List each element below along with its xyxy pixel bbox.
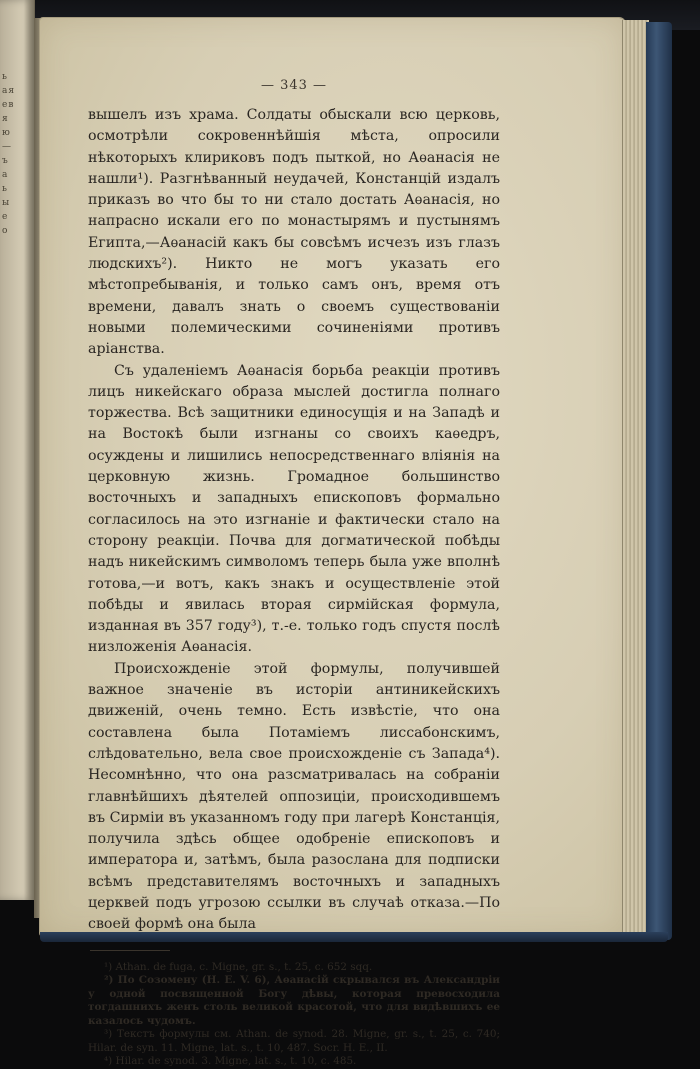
paragraph: вышелъ изъ храма. Солдаты обыскали всю церковь, осмотрѣли сокровеннѣйшiя мѣста, опросили нѣкоторыхъ клириковъ подъ пыткой, но Аѳанасiя не нашли¹). Разгнѣванный неудачей, Констанцiй издалъ приказъ во что бы то ни стало достать Аѳанасiя, но напрасно искали его по монастырямъ и пустынямъ Египта,—Аѳанасiй какъ бы совсѣмъ исчезъ изъ глазъ людскихъ²). Никто не могъ указать его мѣстопребыванiя, и только самъ онъ, время отъ времени, давалъ знать о своемъ существованiи новыми полемическими сочиненiями противъ арiанства.	[88, 107, 500, 358]
footnote: ³) Текстъ формулы см. Athan. de synod. 28. Migne, gr. s., t. 25, c. 740; Hilar. de syn. 11. Migne, lat. s., t. 10, 487. Socr. H. E., II.	[88, 1028, 500, 1054]
previous-page-fragment: а	[2, 170, 9, 180]
previous-page-edge	[0, 0, 35, 900]
previous-page-fragment: ь	[2, 184, 8, 194]
page-content	[88, 78, 500, 1069]
previous-page-fragment: е	[2, 212, 9, 222]
previous-page-fragment: ъ	[2, 156, 9, 166]
footnote: ⁴) Hilar. de synod. 3. Migne, lat. s., t. 10, c. 485.	[104, 1055, 357, 1068]
previous-page-fragment: ев	[2, 100, 15, 110]
footnote-rule	[90, 950, 170, 951]
footnotes	[88, 961, 500, 1069]
previous-page-fragment: ь	[2, 72, 8, 82]
page-edges	[622, 20, 649, 934]
body-text	[88, 105, 500, 936]
paragraph: Съ удаленiемъ Аѳанасiя борьба реакцiи противъ лицъ никейскаго образа мыслей достигла полнаго торжества. Всѣ защитники единосущiя и на Западѣ и на Востокѣ были изгнаны со своихъ каѳедръ, осуждены и лишились непосредственнаго влiянiя на церковную жизнь. Громадное большинство восточныхъ и западныхъ епископовъ формально согласилось на это изгнанiе и фактически стало на сторону реакцiи. Почва для догматической побѣды надъ никейскимъ символомъ теперь была уже вполнѣ готова,—и вотъ, какъ знакъ и осуществленiе этой побѣды и явилась вторая сирмiйская формула, изданная въ 357 году³), т.-е. только годъ спустя послѣ низложенiя Аѳанасiя.	[88, 362, 500, 656]
footnote: ¹) Athan. de fuga, c. Migne, gr. s., t. 25, c. 652 sqq.	[104, 960, 373, 973]
previous-page-fragment: я	[2, 114, 9, 124]
footnote: ²) По Созомену (H. E. V. 6), Аѳанасiй скрывался въ Александрiи у одной посвященной Богу дѣвы, которая превосходила тогдашнихъ женъ столь великой красотой, что для видѣвшихъ ее казалось чудомъ.	[88, 974, 500, 1027]
previous-page-fragment: —	[2, 142, 12, 152]
previous-page-fragment: ая	[2, 86, 16, 96]
previous-page-fragment: ю	[2, 128, 11, 138]
paragraph: Происхожденiе этой формулы, получившей важное значенiе въ исторiи антиникейскихъ движенiй, очень темно. Есть извѣстiе, что она составлена была Потамiемъ лиссабонскимъ, слѣдовательно, вела свое происхожденiе съ Запада⁴). Несомнѣнно, что она разсматривалась на собранiи главнѣйшихъ дѣятелей оппозицiи, происходившемъ въ Сирмiи въ указанномъ году при лагерѣ Констанцiя, получила здѣсь общее одобренiе епископовъ и императора и, затѣмъ, была разослана для подписки всѣмъ представителямъ восточныхъ и западныхъ церквей подъ угрозою ссылки въ случаѣ отказа.—По своей формѣ она была	[88, 660, 500, 933]
previous-page-fragment: ы	[2, 198, 11, 208]
page-number: — 343 —	[260, 78, 328, 93]
previous-page-text-fragments	[2, 70, 32, 238]
book-cover-right	[646, 22, 672, 940]
previous-page-fragment: о	[2, 226, 9, 236]
